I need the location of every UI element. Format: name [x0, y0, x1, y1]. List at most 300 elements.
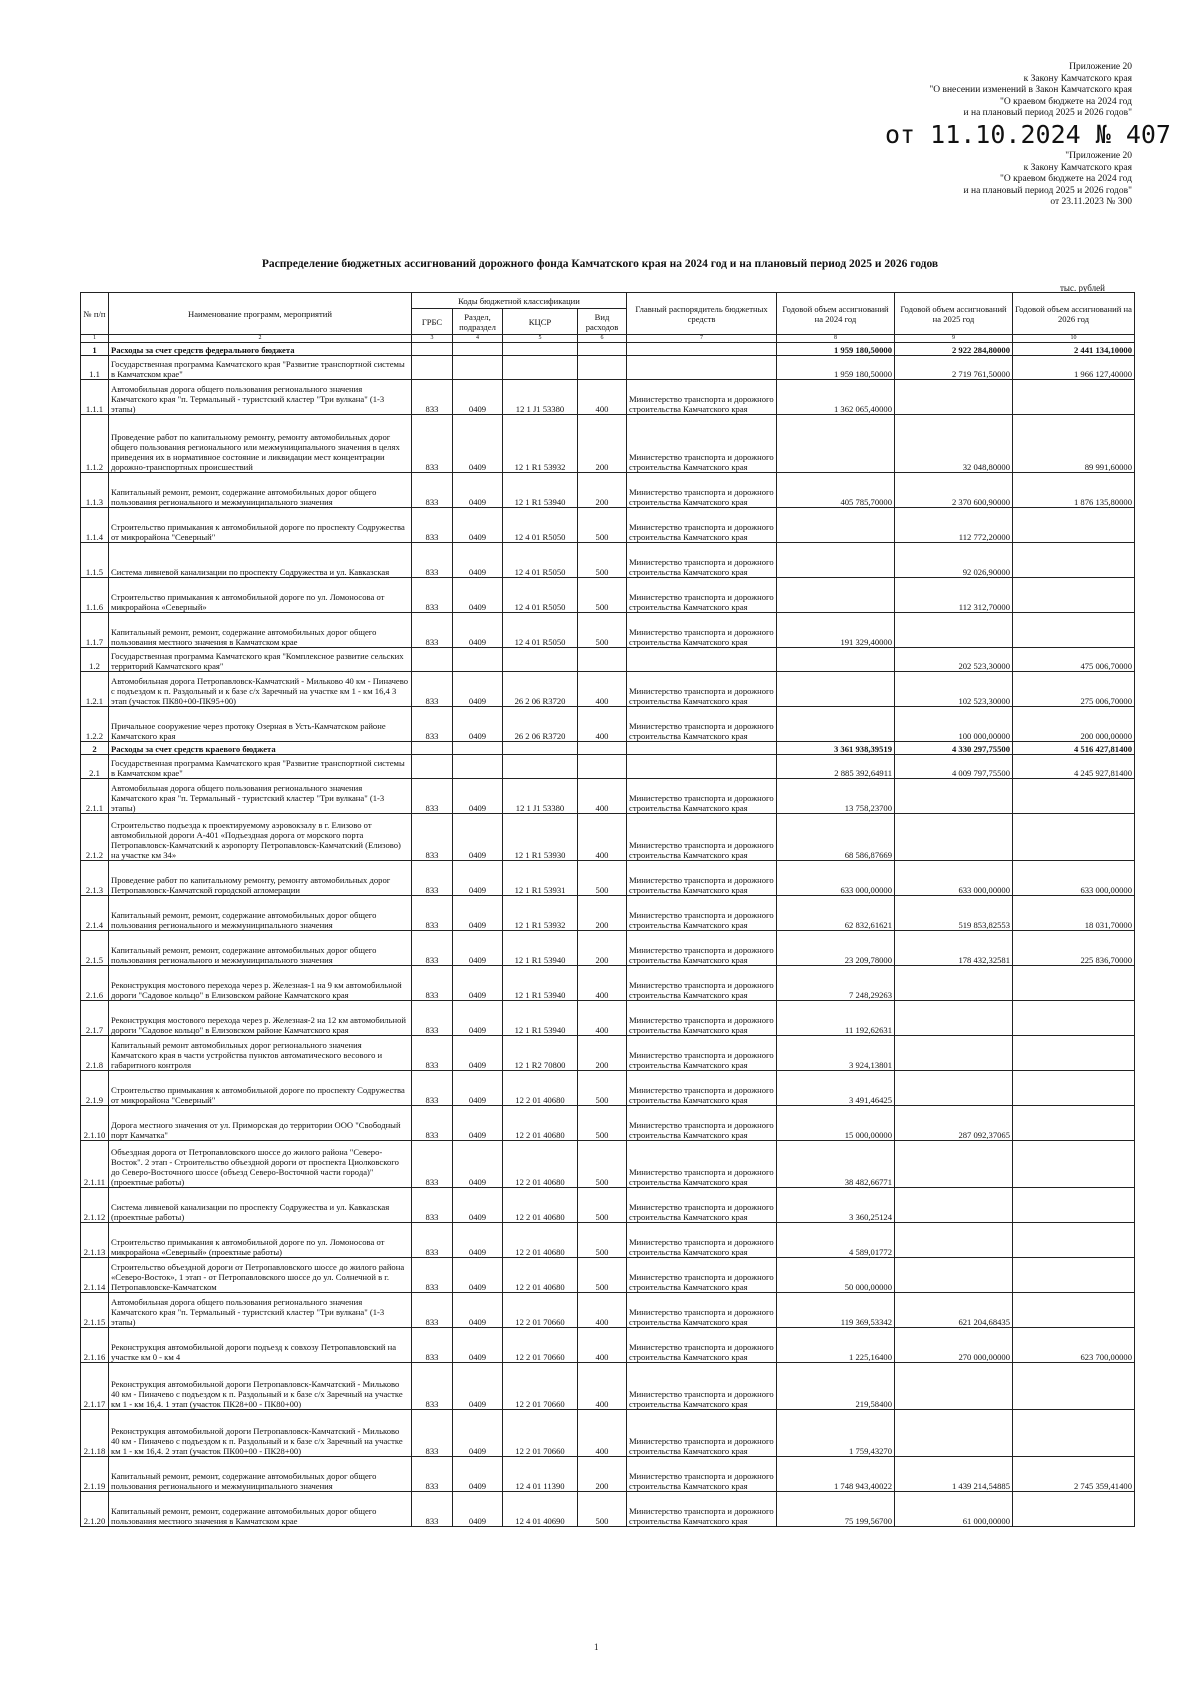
row-razdel: 0409	[453, 1258, 503, 1293]
row-razdel: 0409	[453, 1141, 503, 1188]
row-kcsr: 12 2 01 40680	[503, 1188, 578, 1223]
row-kcsr: 12 1 R1 53940	[503, 931, 578, 966]
row-number: 2.1.1	[81, 779, 109, 814]
row-number: 2.1.5	[81, 931, 109, 966]
row-razdel: 0409	[453, 1293, 503, 1328]
row-manager: Министерство транспорта и дорожного строительства Камчатского края	[627, 1188, 777, 1223]
row-kcsr: 12 1 R1 53931	[503, 861, 578, 896]
column-index-cell: 2	[109, 335, 412, 343]
row-razdel: 0409	[453, 1188, 503, 1223]
row-grbs: 833	[412, 707, 453, 742]
row-vid: 400	[578, 1001, 627, 1036]
table-row	[81, 896, 1135, 931]
row-kcsr: 12 1 R1 53932	[503, 896, 578, 931]
row-razdel: 0409	[453, 473, 503, 508]
row-manager: Министерство транспорта и дорожного строительства Камчатского края	[627, 415, 777, 473]
row-amount-2025	[895, 613, 1013, 648]
row-grbs: 833	[412, 1141, 453, 1188]
row-name: Дорога местного значения от ул. Приморская до территории ООО "Свободный порт Камчатка"	[109, 1106, 412, 1141]
row-amount-2025: 92 026,90000	[895, 543, 1013, 578]
row-number: 1.1.1	[81, 380, 109, 415]
row-razdel	[453, 742, 503, 755]
row-name: Капитальный ремонт автомобильных дорог регионального значения Камчатского края в части устройства пунктов автоматического весового и габаритного контроля	[109, 1036, 412, 1071]
row-name: Реконструкция автомобильной дороги Петропавловск-Камчатский - Мильково 40 км - Пиначево с подъездом к п. Раздольный и к базе с/х Заречный на участке км 1 - км 16,4. 1 этап (участок ПК28+00 - ПК80+00)	[109, 1363, 412, 1410]
table-row	[81, 1492, 1135, 1527]
header-note-line: "О внесении изменений в Закон Камчатского края	[929, 85, 1132, 95]
column-index-cell: 4	[453, 335, 503, 343]
row-kcsr: 12 4 01 R5050	[503, 613, 578, 648]
row-amount-2025: 633 000,00000	[895, 861, 1013, 896]
row-grbs: 833	[412, 1410, 453, 1457]
row-amount-2025	[895, 1141, 1013, 1188]
page-number: 1	[594, 1642, 599, 1652]
row-amount-2026: 1 966 127,40000	[1013, 356, 1135, 380]
row-manager: Министерство транспорта и дорожного строительства Камчатского края	[627, 1293, 777, 1328]
row-amount-2024: 1 959 180,50000	[777, 356, 895, 380]
row-kcsr: 12 1 R1 53940	[503, 473, 578, 508]
row-amount-2026	[1013, 1141, 1135, 1188]
row-number: 1.1.7	[81, 613, 109, 648]
row-amount-2024: 3 924,13801	[777, 1036, 895, 1071]
row-number: 2.1.6	[81, 966, 109, 1001]
row-grbs: 833	[412, 1457, 453, 1492]
row-kcsr: 12 4 01 R5050	[503, 508, 578, 543]
header-note-line: Приложение 20	[1069, 62, 1132, 72]
table-row	[81, 1258, 1135, 1293]
row-amount-2026	[1013, 1293, 1135, 1328]
table-row	[81, 613, 1135, 648]
row-vid	[578, 755, 627, 779]
row-grbs: 833	[412, 1293, 453, 1328]
row-grbs: 833	[412, 1106, 453, 1141]
row-name: Система ливневой канализации по проспекту Содружества и ул. Кавказская	[109, 543, 412, 578]
row-amount-2024: 1 362 065,40000	[777, 380, 895, 415]
row-kcsr: 12 4 01 R5050	[503, 543, 578, 578]
row-amount-2026	[1013, 1188, 1135, 1223]
row-number: 2.1.16	[81, 1328, 109, 1363]
table-row	[81, 1457, 1135, 1492]
row-amount-2024: 38 482,66771	[777, 1141, 895, 1188]
row-razdel: 0409	[453, 1036, 503, 1071]
table-row	[81, 1363, 1135, 1410]
row-name: Капитальный ремонт, ремонт, содержание автомобильных дорог общего пользования регионального и межмуниципального значения	[109, 931, 412, 966]
row-amount-2025	[895, 1410, 1013, 1457]
row-grbs: 833	[412, 1328, 453, 1363]
row-kcsr: 12 4 01 11390	[503, 1457, 578, 1492]
row-vid	[578, 356, 627, 380]
row-amount-2024: 3 360,25124	[777, 1188, 895, 1223]
row-kcsr	[503, 356, 578, 380]
header-note-line: от 23.11.2023 № 300	[1050, 197, 1132, 207]
row-amount-2025	[895, 1036, 1013, 1071]
row-number: 1.1.5	[81, 543, 109, 578]
row-grbs: 833	[412, 1071, 453, 1106]
row-name: Строительство примыкания к автомобильной дороге по проспекту Содружества от микрорайона "Северный"	[109, 508, 412, 543]
table-row	[81, 814, 1135, 861]
table-row	[81, 742, 1135, 755]
row-grbs: 833	[412, 1036, 453, 1071]
row-grbs: 833	[412, 1492, 453, 1527]
row-amount-2026	[1013, 779, 1135, 814]
table-row	[81, 648, 1135, 672]
row-number: 1	[81, 343, 109, 356]
row-vid: 500	[578, 1223, 627, 1258]
row-amount-2025: 112 312,70000	[895, 578, 1013, 613]
row-number: 2.1	[81, 755, 109, 779]
row-number: 1.1.6	[81, 578, 109, 613]
row-kcsr: 12 1 J1 53380	[503, 779, 578, 814]
row-razdel: 0409	[453, 1001, 503, 1036]
row-amount-2025	[895, 779, 1013, 814]
appendix-header-note	[712, 62, 1132, 120]
row-name: Система ливневой канализации по проспекту Содружества и ул. Кавказская (проектные работы)	[109, 1188, 412, 1223]
row-amount-2024: 4 589,01772	[777, 1223, 895, 1258]
row-amount-2024	[777, 672, 895, 707]
row-grbs: 833	[412, 931, 453, 966]
row-manager	[627, 356, 777, 380]
row-name: Автомобильная дорога Петропавловск-Камчатский - Мильково 40 км - Пиначево с подъездом к п. Раздольный и к базе с/х Заречный на участке км 1 - км 16,4 3 этап (участок ПК80+00-ПК95+00)	[109, 672, 412, 707]
row-kcsr	[503, 755, 578, 779]
header-note-line: "Приложение 20	[1065, 151, 1132, 161]
row-amount-2025: 519 853,82553	[895, 896, 1013, 931]
row-amount-2026: 475 006,70000	[1013, 648, 1135, 672]
row-razdel: 0409	[453, 1410, 503, 1457]
header-note-line: к Закону Камчатского края	[1023, 73, 1132, 84]
row-amount-2024: 7 248,29263	[777, 966, 895, 1001]
row-name: Реконструкция автомобильной дороги подъезд к совхозу Петропавловский на участке км 0 - км 4	[109, 1328, 412, 1363]
row-amount-2025: 2 922 284,80000	[895, 343, 1013, 356]
row-kcsr	[503, 343, 578, 356]
table-row	[81, 931, 1135, 966]
row-amount-2025: 1 439 214,54885	[895, 1457, 1013, 1492]
row-vid: 500	[578, 613, 627, 648]
row-razdel	[453, 648, 503, 672]
row-manager: Министерство транспорта и дорожного строительства Камчатского края	[627, 861, 777, 896]
col-name-header: Наименование программ, мероприятий	[109, 293, 412, 335]
row-amount-2025: 4 330 297,75500	[895, 742, 1013, 755]
row-amount-2025: 621 204,68435	[895, 1293, 1013, 1328]
row-amount-2025	[895, 966, 1013, 1001]
row-vid: 400	[578, 966, 627, 1001]
col-vid-header: Вид расходов	[578, 309, 627, 335]
row-razdel: 0409	[453, 896, 503, 931]
row-number: 2.1.2	[81, 814, 109, 861]
row-kcsr: 12 1 R1 53932	[503, 415, 578, 473]
row-name: Автомобильная дорога общего пользования регионального значения Камчатского края "п. Термальный - туристский кластер "Три вулкана" (1-3 этапы)	[109, 380, 412, 415]
row-amount-2026: 623 700,00000	[1013, 1328, 1135, 1363]
row-number: 2.1.11	[81, 1141, 109, 1188]
row-amount-2024: 1 959 180,50000	[777, 343, 895, 356]
table-row	[81, 1410, 1135, 1457]
row-name: Автомобильная дорога общего пользования регионального значения Камчатского края "п. Термальный - туристский кластер "Три вулкана" (1-3 этапы)	[109, 1293, 412, 1328]
row-amount-2025	[895, 1001, 1013, 1036]
row-manager: Министерство транспорта и дорожного строительства Камчатского края	[627, 672, 777, 707]
row-amount-2025: 270 000,00000	[895, 1328, 1013, 1363]
amendment-stamp: от 11.10.2024 № 407	[885, 120, 1171, 149]
row-name: Реконструкция мостового перехода через р. Железная-1 на 9 км автомобильной дороги "Садовое кольцо" в Елизовском районе Камчатского края	[109, 966, 412, 1001]
row-vid: 200	[578, 415, 627, 473]
row-manager: Министерство транспорта и дорожного строительства Камчатского края	[627, 1071, 777, 1106]
row-amount-2026	[1013, 1223, 1135, 1258]
row-kcsr: 26 2 06 R3720	[503, 672, 578, 707]
row-amount-2026: 275 006,70000	[1013, 672, 1135, 707]
row-vid: 400	[578, 1293, 627, 1328]
row-amount-2026: 2 441 134,10000	[1013, 343, 1135, 356]
row-amount-2026	[1013, 380, 1135, 415]
row-vid: 200	[578, 1036, 627, 1071]
row-grbs: 833	[412, 473, 453, 508]
row-name: Капитальный ремонт, ремонт, содержание автомобильных дорог общего пользования местного значения в Камчатском крае	[109, 613, 412, 648]
row-grbs: 833	[412, 672, 453, 707]
row-name: Автомобильная дорога общего пользования регионального значения Камчатского края "п. Термальный - туристский кластер "Три вулкана" (1-3 этапы)	[109, 779, 412, 814]
row-manager: Министерство транспорта и дорожного строительства Камчатского края	[627, 896, 777, 931]
row-number: 2.1.20	[81, 1492, 109, 1527]
row-vid: 500	[578, 1071, 627, 1106]
table-row	[81, 1328, 1135, 1363]
row-vid: 200	[578, 473, 627, 508]
row-number: 2.1.3	[81, 861, 109, 896]
row-vid: 400	[578, 1410, 627, 1457]
row-name: Строительство подъезда к проектируемому аэровокзалу в г. Елизово от автомобильной дороги А-401 «Подъездная дорога от морского порта Петропавловск-Камчатский к аэропорту Петропавловск-Камчатский (Елизово) на участке км 34»	[109, 814, 412, 861]
row-amount-2026: 89 991,60000	[1013, 415, 1135, 473]
row-razdel: 0409	[453, 613, 503, 648]
table-row	[81, 508, 1135, 543]
row-grbs: 833	[412, 613, 453, 648]
row-amount-2024	[777, 415, 895, 473]
row-kcsr: 12 2 01 70660	[503, 1410, 578, 1457]
row-vid: 200	[578, 931, 627, 966]
row-amount-2026	[1013, 508, 1135, 543]
row-vid: 400	[578, 672, 627, 707]
row-kcsr: 12 2 01 70660	[503, 1363, 578, 1410]
row-razdel: 0409	[453, 1328, 503, 1363]
row-amount-2024: 2 885 392,64911	[777, 755, 895, 779]
row-vid: 400	[578, 380, 627, 415]
row-kcsr: 12 2 01 40680	[503, 1223, 578, 1258]
col-2026-header: Годовой объем ассигнований на 2026 год	[1013, 293, 1135, 335]
row-vid: 500	[578, 1258, 627, 1293]
row-name: Причальное сооружение через протоку Озерная в Усть-Камчатском районе Камчатского края	[109, 707, 412, 742]
table-row	[81, 755, 1135, 779]
row-name: Расходы за счет средств федерального бюджета	[109, 343, 412, 356]
row-amount-2024	[777, 648, 895, 672]
row-vid: 400	[578, 707, 627, 742]
column-index-cell: 9	[895, 335, 1013, 343]
row-amount-2026	[1013, 578, 1135, 613]
row-vid: 400	[578, 1363, 627, 1410]
row-amount-2025: 2 719 761,50000	[895, 356, 1013, 380]
row-manager: Министерство транспорта и дорожного строительства Камчатского края	[627, 543, 777, 578]
row-amount-2026	[1013, 1001, 1135, 1036]
row-grbs: 833	[412, 508, 453, 543]
row-manager: Министерство транспорта и дорожного строительства Камчатского края	[627, 814, 777, 861]
row-number: 1.1.2	[81, 415, 109, 473]
row-amount-2024: 3 361 938,39519	[777, 742, 895, 755]
row-vid: 400	[578, 779, 627, 814]
row-kcsr: 12 4 01 40690	[503, 1492, 578, 1527]
row-manager: Министерство транспорта и дорожного строительства Камчатского края	[627, 473, 777, 508]
row-amount-2025: 178 432,32581	[895, 931, 1013, 966]
row-vid: 500	[578, 1106, 627, 1141]
row-number: 1.2.1	[81, 672, 109, 707]
row-manager: Министерство транспорта и дорожного строительства Камчатского края	[627, 1141, 777, 1188]
row-number: 2.1.14	[81, 1258, 109, 1293]
row-amount-2024: 11 192,62631	[777, 1001, 895, 1036]
row-razdel	[453, 356, 503, 380]
table-row	[81, 473, 1135, 508]
row-amount-2024: 119 369,53342	[777, 1293, 895, 1328]
row-number: 2.1.18	[81, 1410, 109, 1457]
row-amount-2025: 32 048,80000	[895, 415, 1013, 473]
row-amount-2026: 2 745 359,41400	[1013, 1457, 1135, 1492]
row-amount-2024: 75 199,56700	[777, 1492, 895, 1527]
row-manager: Министерство транспорта и дорожного строительства Камчатского края	[627, 380, 777, 415]
row-amount-2026	[1013, 1036, 1135, 1071]
row-razdel: 0409	[453, 861, 503, 896]
row-amount-2026: 225 836,70000	[1013, 931, 1135, 966]
row-manager: Министерство транспорта и дорожного строительства Камчатского края	[627, 1328, 777, 1363]
row-grbs: 833	[412, 578, 453, 613]
row-kcsr: 12 1 R1 53940	[503, 1001, 578, 1036]
row-razdel: 0409	[453, 1071, 503, 1106]
row-number: 2.1.12	[81, 1188, 109, 1223]
row-amount-2024	[777, 543, 895, 578]
table-row	[81, 672, 1135, 707]
row-manager	[627, 755, 777, 779]
row-grbs	[412, 343, 453, 356]
row-name: Реконструкция автомобильной дороги Петропавловск-Камчатский - Мильково 40 км - Пиначево с подъездом к п. Раздольный и к базе с/х Заречный на участке км 1 - км 16,4. 2 этап (участок ПК00+00 - ПК28+00)	[109, 1410, 412, 1457]
row-amount-2024: 1 748 943,40022	[777, 1457, 895, 1492]
row-grbs	[412, 356, 453, 380]
row-number: 2	[81, 742, 109, 755]
row-amount-2024: 62 832,61621	[777, 896, 895, 931]
original-appendix-note	[712, 151, 1132, 209]
row-name: Государственная программа Камчатского края "Развитие транспортной системы в Камчатском крае"	[109, 755, 412, 779]
row-manager: Министерство транспорта и дорожного строительства Камчатского края	[627, 1410, 777, 1457]
row-name: Капитальный ремонт, ремонт, содержание автомобильных дорог общего пользования регионального и межмуниципального значения	[109, 896, 412, 931]
column-index-cell: 1	[81, 335, 109, 343]
document-title: Распределение бюджетных ассигнований дорожного фонда Камчатского края на 2024 год и на плановый период 2025 и 2026 годов	[261, 258, 939, 270]
row-razdel: 0409	[453, 707, 503, 742]
row-number: 2.1.8	[81, 1036, 109, 1071]
row-number: 2.1.19	[81, 1457, 109, 1492]
row-number: 1.1	[81, 356, 109, 380]
row-amount-2026	[1013, 613, 1135, 648]
row-grbs: 833	[412, 1188, 453, 1223]
table-row	[81, 779, 1135, 814]
row-name: Капитальный ремонт, ремонт, содержание автомобильных дорог общего пользования регионального и межмуниципального значения	[109, 473, 412, 508]
row-grbs: 833	[412, 966, 453, 1001]
row-grbs: 833	[412, 779, 453, 814]
row-amount-2026	[1013, 1492, 1135, 1527]
header-note-line: и на плановый период 2025 и 2026 годов"	[963, 108, 1132, 118]
row-razdel: 0409	[453, 543, 503, 578]
row-grbs	[412, 742, 453, 755]
row-amount-2025	[895, 1071, 1013, 1106]
row-razdel: 0409	[453, 1223, 503, 1258]
row-amount-2026: 4 245 927,81400	[1013, 755, 1135, 779]
row-amount-2025: 287 092,37065	[895, 1106, 1013, 1141]
column-index-cell: 7	[627, 335, 777, 343]
row-amount-2024: 219,58400	[777, 1363, 895, 1410]
row-razdel: 0409	[453, 1492, 503, 1527]
col-kcsr-header: КЦСР	[503, 309, 578, 335]
row-razdel	[453, 343, 503, 356]
col-codes-header: Коды бюджетной классификации	[412, 293, 627, 309]
row-vid: 500	[578, 861, 627, 896]
row-manager: Министерство транспорта и дорожного строительства Камчатского края	[627, 707, 777, 742]
table-row	[81, 380, 1135, 415]
row-number: 1.2.2	[81, 707, 109, 742]
row-manager: Министерство транспорта и дорожного строительства Камчатского края	[627, 1001, 777, 1036]
row-name: Расходы за счет средств краевого бюджета	[109, 742, 412, 755]
row-grbs: 833	[412, 1001, 453, 1036]
row-razdel: 0409	[453, 380, 503, 415]
row-name: Реконструкция мостового перехода через р. Железная-2 на 12 км автомобильной дороги "Садовое кольцо" в Елизовском районе Камчатского края	[109, 1001, 412, 1036]
row-amount-2025: 2 370 600,90000	[895, 473, 1013, 508]
table-row	[81, 861, 1135, 896]
row-number: 2.1.7	[81, 1001, 109, 1036]
row-amount-2026	[1013, 1071, 1135, 1106]
row-amount-2026	[1013, 1106, 1135, 1141]
row-number: 2.1.4	[81, 896, 109, 931]
row-amount-2024: 405 785,70000	[777, 473, 895, 508]
row-grbs	[412, 648, 453, 672]
row-amount-2024: 1 225,16400	[777, 1328, 895, 1363]
row-amount-2024: 23 209,78000	[777, 931, 895, 966]
row-manager: Министерство транспорта и дорожного строительства Камчатского края	[627, 779, 777, 814]
row-number: 2.1.10	[81, 1106, 109, 1141]
row-razdel: 0409	[453, 508, 503, 543]
row-razdel: 0409	[453, 672, 503, 707]
row-vid: 500	[578, 1141, 627, 1188]
row-amount-2025: 4 009 797,75500	[895, 755, 1013, 779]
row-manager: Министерство транспорта и дорожного строительства Камчатского края	[627, 1036, 777, 1071]
row-vid: 500	[578, 1188, 627, 1223]
row-amount-2026	[1013, 543, 1135, 578]
row-amount-2024: 191 329,40000	[777, 613, 895, 648]
row-number: 1.1.4	[81, 508, 109, 543]
row-kcsr: 12 1 R2 70800	[503, 1036, 578, 1071]
row-name: Государственная программа Камчатского края "Развитие транспортной системы в Камчатском крае"	[109, 356, 412, 380]
row-grbs: 833	[412, 415, 453, 473]
table-row	[81, 1071, 1135, 1106]
row-razdel: 0409	[453, 1457, 503, 1492]
row-number: 1.1.3	[81, 473, 109, 508]
row-number: 2.1.17	[81, 1363, 109, 1410]
row-razdel	[453, 755, 503, 779]
row-kcsr: 12 2 01 40680	[503, 1071, 578, 1106]
row-amount-2026	[1013, 1410, 1135, 1457]
row-amount-2026	[1013, 1258, 1135, 1293]
row-amount-2024: 15 000,00000	[777, 1106, 895, 1141]
table-row	[81, 415, 1135, 473]
column-index-cell: 3	[412, 335, 453, 343]
table-row	[81, 1036, 1135, 1071]
row-amount-2025	[895, 1258, 1013, 1293]
row-amount-2026	[1013, 1363, 1135, 1410]
column-index-cell: 6	[578, 335, 627, 343]
row-vid	[578, 343, 627, 356]
row-vid: 500	[578, 1492, 627, 1527]
header-note-line: "О краевом бюджете на 2024 год	[1000, 96, 1132, 107]
row-manager	[627, 648, 777, 672]
row-manager: Министерство транспорта и дорожного строительства Камчатского края	[627, 613, 777, 648]
row-kcsr: 12 2 01 40680	[503, 1106, 578, 1141]
row-razdel: 0409	[453, 1106, 503, 1141]
row-kcsr	[503, 648, 578, 672]
table-row	[81, 707, 1135, 742]
